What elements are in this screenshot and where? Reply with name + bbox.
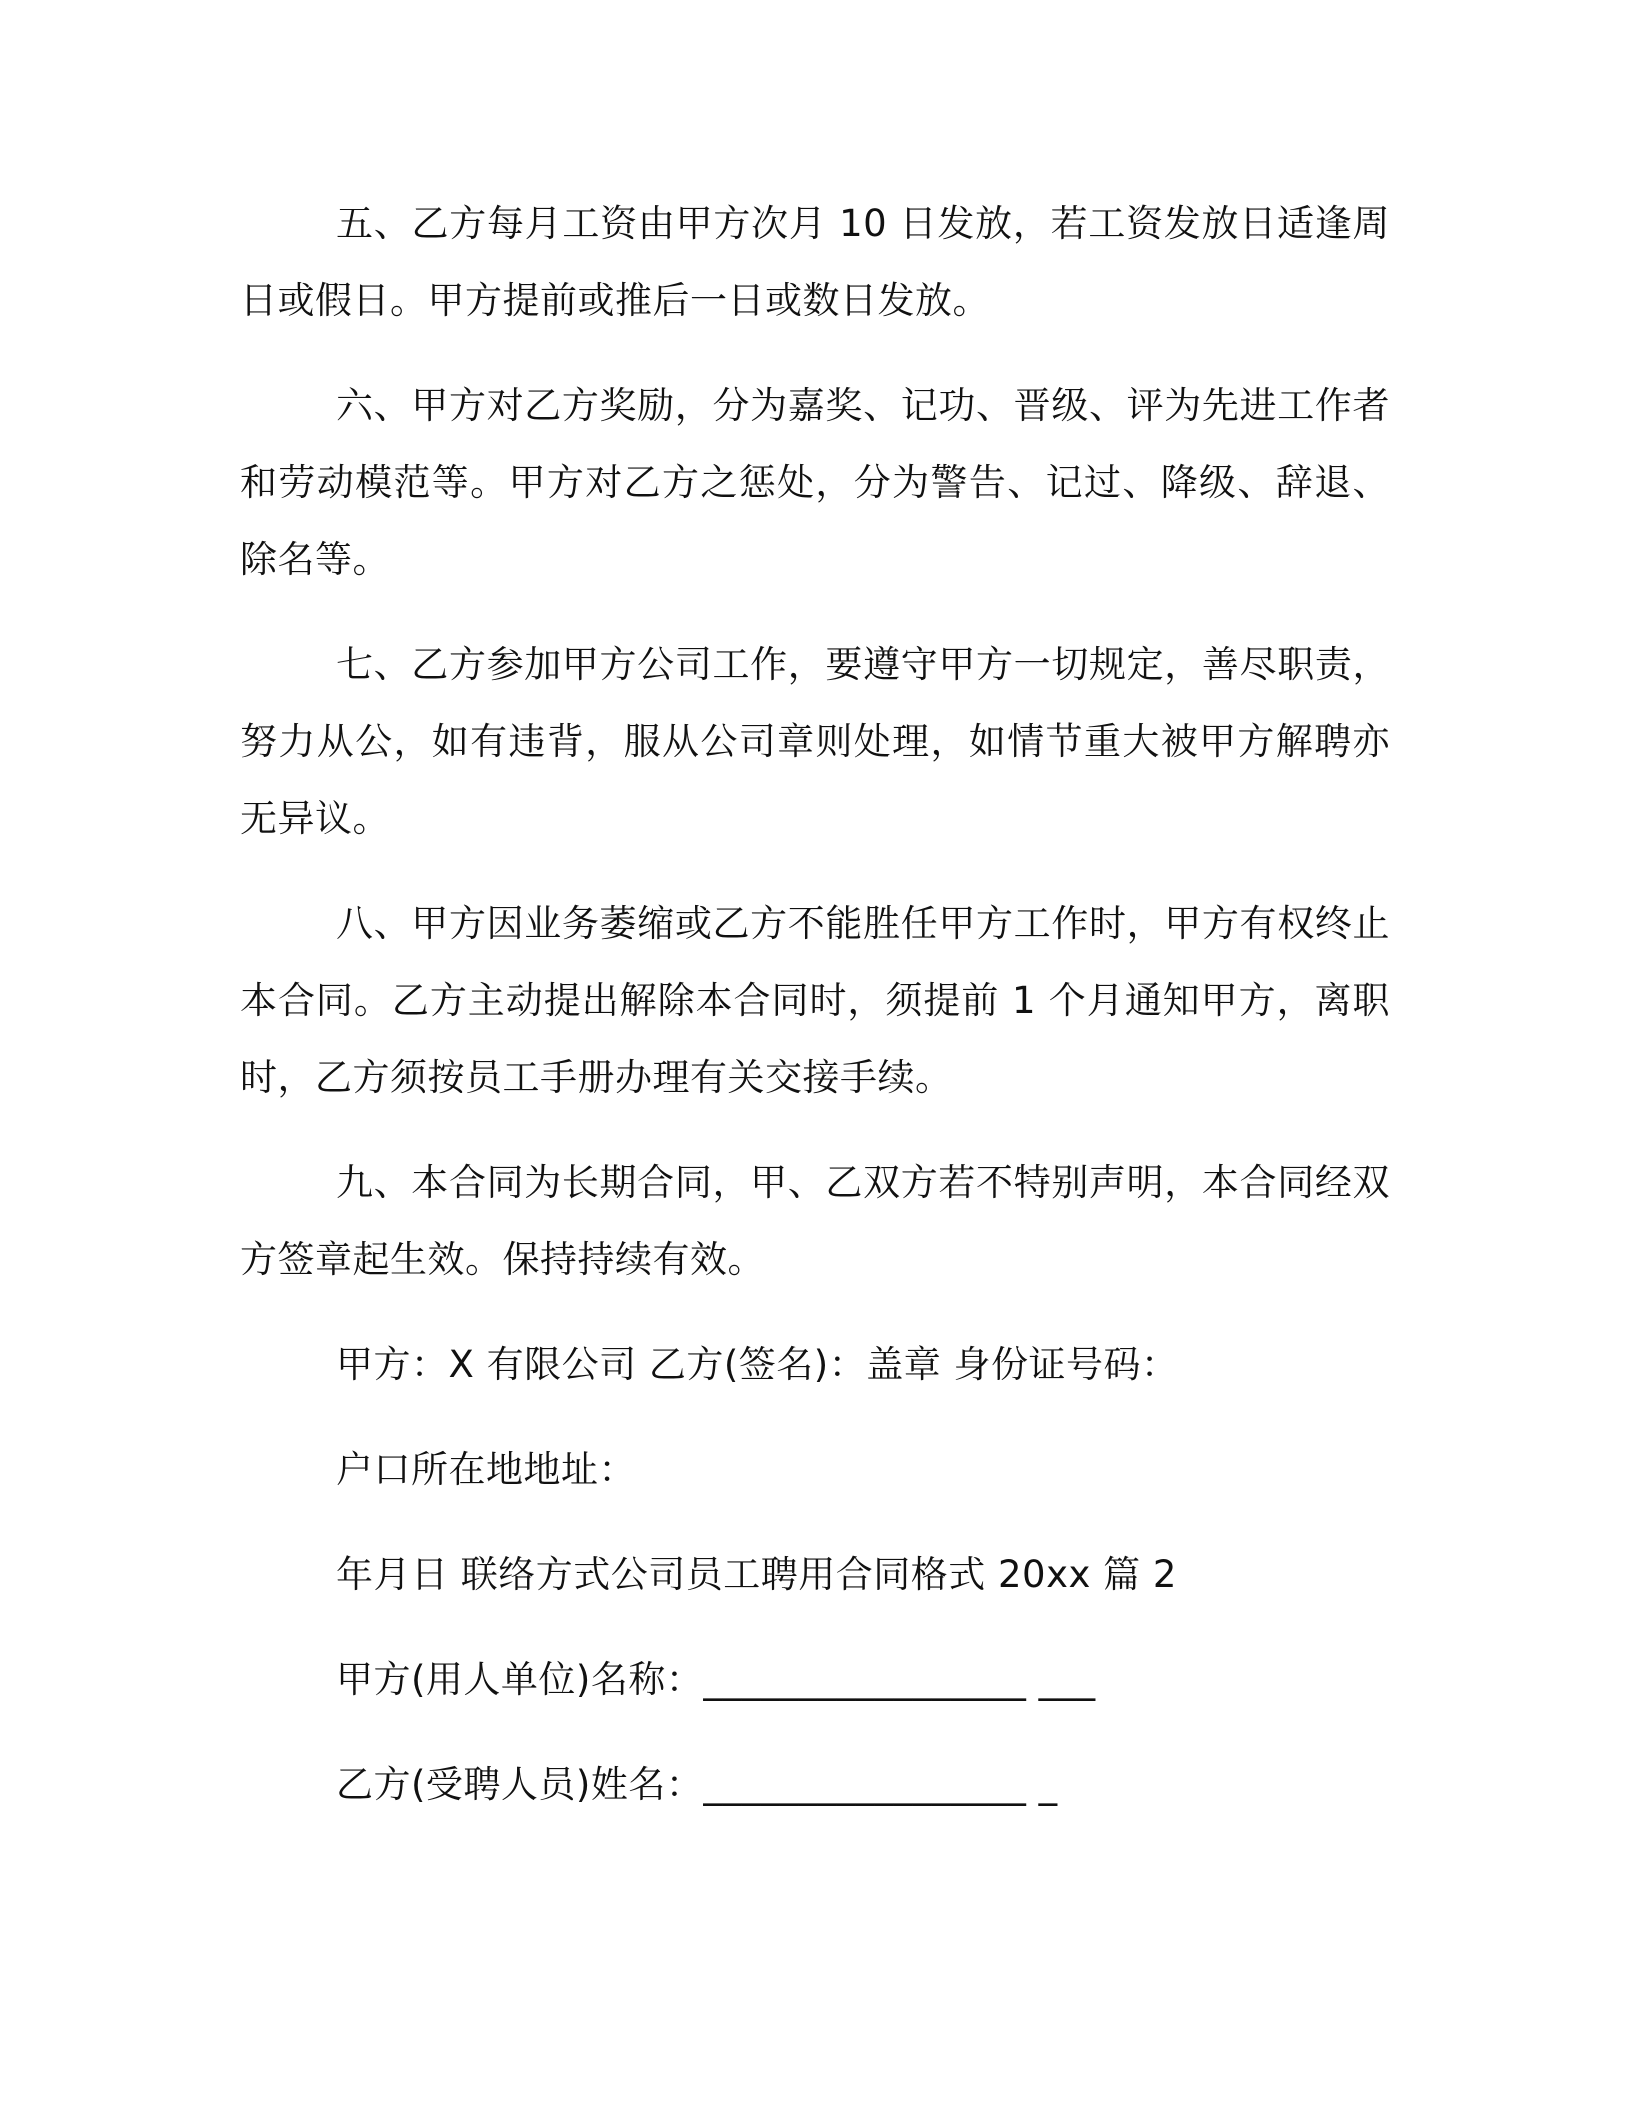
- clause-9-paragraph: 九、本合同为长期合同，甲、乙双方若不特别声明，本合同经双方签章起生效。保持持续有效。: [240, 1161, 1390, 1281]
- clause-5-paragraph: 五、乙方每月工资由甲方次月 10 日发放，若工资发放日适逢周日或假日。甲方提前或推后一日或数日发放。: [240, 202, 1390, 322]
- clause-6-paragraph: 六、甲方对乙方奖励，分为嘉奖、记功、晋级、评为先进工作者和劳动模范等。甲方对乙方之惩处，分为警告、记过、降级、辞退、除名等。: [240, 384, 1390, 581]
- clause-8-paragraph: 八、甲方因业务萎缩或乙方不能胜任甲方工作时，甲方有权终止本合同。乙方主动提出解除本合同时，须提前 1 个月通知甲方，离职时，乙方须按员工手册办理有关交接手续。: [240, 902, 1390, 1099]
- date-contact-line: 年月日 联络方式公司员工聘用合同格式 20xx 篇 2: [336, 1553, 1177, 1596]
- address-line: 户口所在地地址：: [336, 1448, 636, 1491]
- document-body: [240, 185, 1390, 1851]
- clause-7-paragraph: 七、乙方参加甲方公司工作，要遵守甲方一切规定，善尽职责，努力从公，如有违背，服从公司章则处理，如情节重大被甲方解聘亦无异议。: [240, 643, 1390, 840]
- employee-name-line: 乙方(受聘人员)姓名：_________________ _: [336, 1763, 1058, 1806]
- employer-name-line: 甲方(用人单位)名称：_________________ ___: [336, 1658, 1096, 1701]
- signature-line: 甲方：X 有限公司 乙方(签名)：盖章 身份证号码：: [336, 1343, 1179, 1386]
